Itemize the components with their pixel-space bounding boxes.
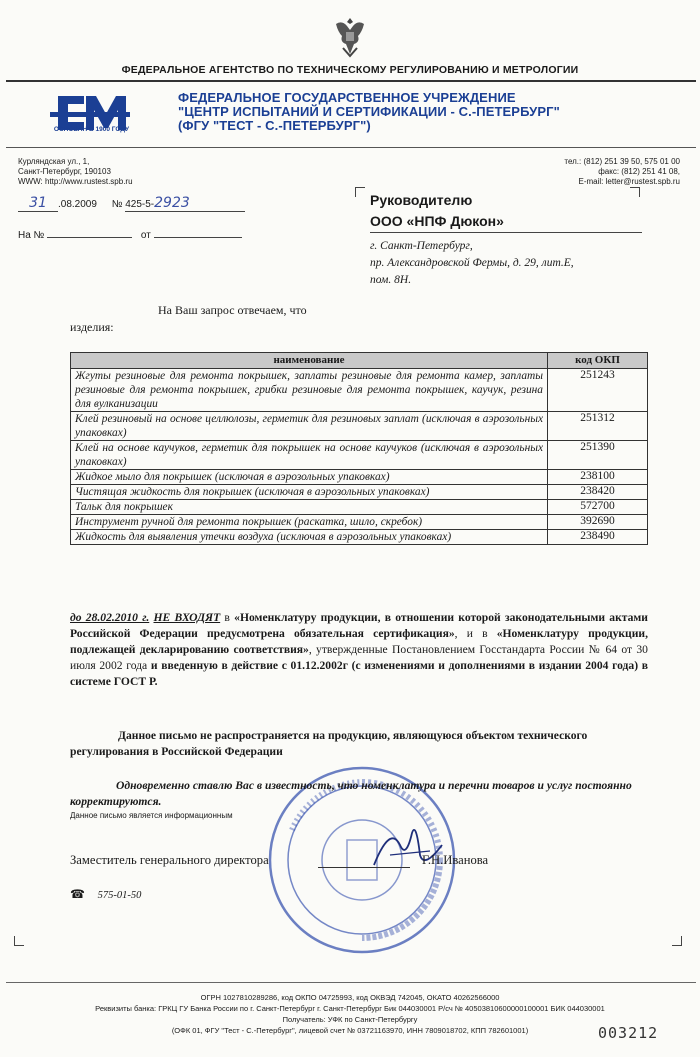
corner-mark-right xyxy=(672,936,682,946)
outgoing-ref xyxy=(18,195,245,212)
p1-nomenclature-1: «Номенклатуру продукции, в отношении которой законодательными актами Российской Федерации предусмотрена обязательная сертификация» xyxy=(70,611,648,640)
p1-rest: и введенную в действие с 01.12.2002г (с изменениями и дополнениями в издании 2004 года) в системе ГОСТ Р. xyxy=(70,659,649,688)
date-month-year: .08.2009 xyxy=(58,199,97,210)
product-name: Жидкое мыло для покрышек (исключая в аэрозольных упаковках) xyxy=(71,470,548,485)
paragraph-nomenclature xyxy=(70,610,648,690)
footer-line-2: Реквизиты банка: ГРКЦ ГУ Банка России по г. Санкт-Петербург г. Санкт-Петербург Бик 044030001 Р/сч № 40503810600000100001 БИК 044030001 xyxy=(95,1004,605,1013)
footer-line-3: Получатель: УФК по Санкт-Петербургу xyxy=(282,1015,418,1024)
org-name-line1: ФЕДЕРАЛЬНОЕ ГОСУДАРСТВЕННОЕ УЧРЕЖДЕНИЕ xyxy=(178,90,516,105)
table-row xyxy=(71,369,648,412)
signer-position: Заместитель генерального директора xyxy=(70,853,269,867)
p1-date: до 28.02.2010 г. xyxy=(70,611,150,624)
recipient-block xyxy=(370,190,642,233)
product-code: 572700 xyxy=(548,500,648,515)
number-hand: 2923 xyxy=(154,195,190,211)
table-header-row xyxy=(71,353,648,369)
table-row xyxy=(71,441,648,470)
p1-nomenclature-2: «Номенклатуру продукции, подлежащей декларированию соответствия» xyxy=(70,627,648,656)
recipient-company: ООО «НПФ Дюкон» xyxy=(370,211,642,233)
corner-mark-left xyxy=(14,936,24,946)
intro-text: На Ваш запрос отвечаем, что xyxy=(158,303,307,317)
contact-tel: тел.: (812) 251 39 50, 575 01 00 xyxy=(564,157,680,166)
bracket-top-left xyxy=(355,187,365,197)
p1-approved: , утвержденные Постановлением Госстандарта России № 64 от 30 июля 2002 года xyxy=(70,643,648,672)
emblem-icon xyxy=(330,14,370,58)
items-label: изделия: xyxy=(70,320,114,334)
product-name: Жидкость для выявления утечки воздуха (исключая в аэрозольных упаковках) xyxy=(71,530,548,545)
logo-caption: ОСНОВАН В 1900 ГОДУ xyxy=(53,126,130,133)
number-prefix: 425-5- xyxy=(125,199,155,210)
number-label: № xyxy=(111,199,123,210)
product-code: 251243 xyxy=(548,369,648,412)
table-row xyxy=(71,485,648,500)
from-label: от xyxy=(140,230,151,241)
product-code: 238420 xyxy=(548,485,648,500)
contact-email: E-mail: letter@rustest.spb.ru xyxy=(578,177,680,186)
product-name: Клей резиновый на основе целлюлозы, герметик для резиновых заплат (исключая в аэрозольных упаковках) xyxy=(71,412,548,441)
p1-in: в xyxy=(224,611,230,624)
address-city: Санкт-Петербург, 190103 xyxy=(18,167,111,176)
product-name: Жгуты резиновые для ремонта покрышек, заплаты резиновые для ремонта камер, заплаты резиновые для ремонта покрышек, грибки резиновые для ремонта покрышек, каучук, резина для вулканизации xyxy=(71,369,548,412)
address-street: Курляндская ул., 1, xyxy=(18,157,90,166)
recipient-address xyxy=(370,238,574,289)
footer-requisites xyxy=(0,992,700,1036)
header-divider xyxy=(6,80,696,82)
contacts-block xyxy=(564,157,680,187)
product-code: 238100 xyxy=(548,470,648,485)
products-table xyxy=(70,352,648,545)
address-block xyxy=(18,157,133,187)
table-row xyxy=(71,412,648,441)
paragraph-notice: Одновременно ставлю Вас в известность, что номенклатура и перечни товаров и услуг постоянно корректируются. xyxy=(70,779,632,808)
product-code: 238490 xyxy=(548,530,648,545)
recipient-addr-2: пр. Александровской Фермы, д. 29, лит.Е, xyxy=(370,257,574,269)
agency-title: ФЕДЕРАЛЬНОЕ АГЕНТСТВО ПО ТЕХНИЧЕСКОМУ РЕГУЛИРОВАНИЮ И МЕТРОЛОГИИ xyxy=(121,64,579,76)
date-day: 31 xyxy=(29,195,47,211)
header-divider-2 xyxy=(6,147,696,148)
p1-and: , и в xyxy=(454,627,488,640)
product-code: 392690 xyxy=(548,515,648,530)
product-name: Чистящая жидкость для покрышек (исключая в аэрозольных упаковках) xyxy=(71,485,548,500)
footer-divider xyxy=(6,982,696,983)
product-name: Клей на основе каучуков, герметик для покрышек на основе каучуков (исключая в аэрозольных упаковках) xyxy=(71,441,548,470)
product-name: Инструмент ручной для ремонта покрышек (раскатка, шило, скребок) xyxy=(71,515,548,530)
org-name-line2: "ЦЕНТР ИСПЫТАНИЙ И СЕРТИФИКАЦИИ - С.-ПЕТЕРБУРГ" xyxy=(178,104,560,119)
product-name: Тальк для покрышек xyxy=(71,500,548,515)
recipient-title: Руководителю xyxy=(370,192,473,208)
table-row xyxy=(71,530,648,545)
table-row xyxy=(71,515,648,530)
recipient-addr-1: г. Санкт-Петербург, xyxy=(370,240,473,252)
header-name: наименование xyxy=(71,353,548,369)
serial-number: 003212 xyxy=(598,1024,659,1042)
footer-line-1: ОГРН 1027810289286, код ОКПО 04725993, код ОКВЭД 742045, ОКАТО 40262566000 xyxy=(200,993,500,1002)
recipient-addr-3: пом. 8Н. xyxy=(370,274,412,286)
phone-number: 575-01-50 xyxy=(97,890,142,901)
table-row xyxy=(71,470,648,485)
table-row xyxy=(71,500,648,515)
info-note: Данное письмо является информационным xyxy=(70,811,233,820)
reply-ref xyxy=(18,230,242,241)
footer-line-4: (ОФК 01, ФГУ "Тест - С.-Петербург", лицевой счет № 03721163970, ИНН 7809018702, КПП 782601001) xyxy=(171,1026,529,1035)
product-code: 251390 xyxy=(548,441,648,470)
signer-name: Г.Н.Иванова xyxy=(422,853,489,867)
contact-fax: факс: (812) 251 41 08, xyxy=(598,167,680,176)
p1-not-included: НЕ ВХОДЯТ xyxy=(153,611,221,624)
phone-line xyxy=(70,887,141,901)
org-name xyxy=(178,91,560,133)
address-www: WWW: http://www.rustest.spb.ru xyxy=(18,177,133,186)
telephone-icon: ☎ xyxy=(70,887,85,901)
header-code: код ОКП xyxy=(548,353,648,369)
reply-label: На № xyxy=(18,230,45,241)
org-name-line3: (ФГУ "ТЕСТ - С.-ПЕТЕРБУРГ") xyxy=(178,118,371,133)
product-code: 251312 xyxy=(548,412,648,441)
paragraph-scope: Данное письмо не распространяется на продукцию, являющуюся объектом технического регулирования в Российской Федерации xyxy=(70,729,588,758)
